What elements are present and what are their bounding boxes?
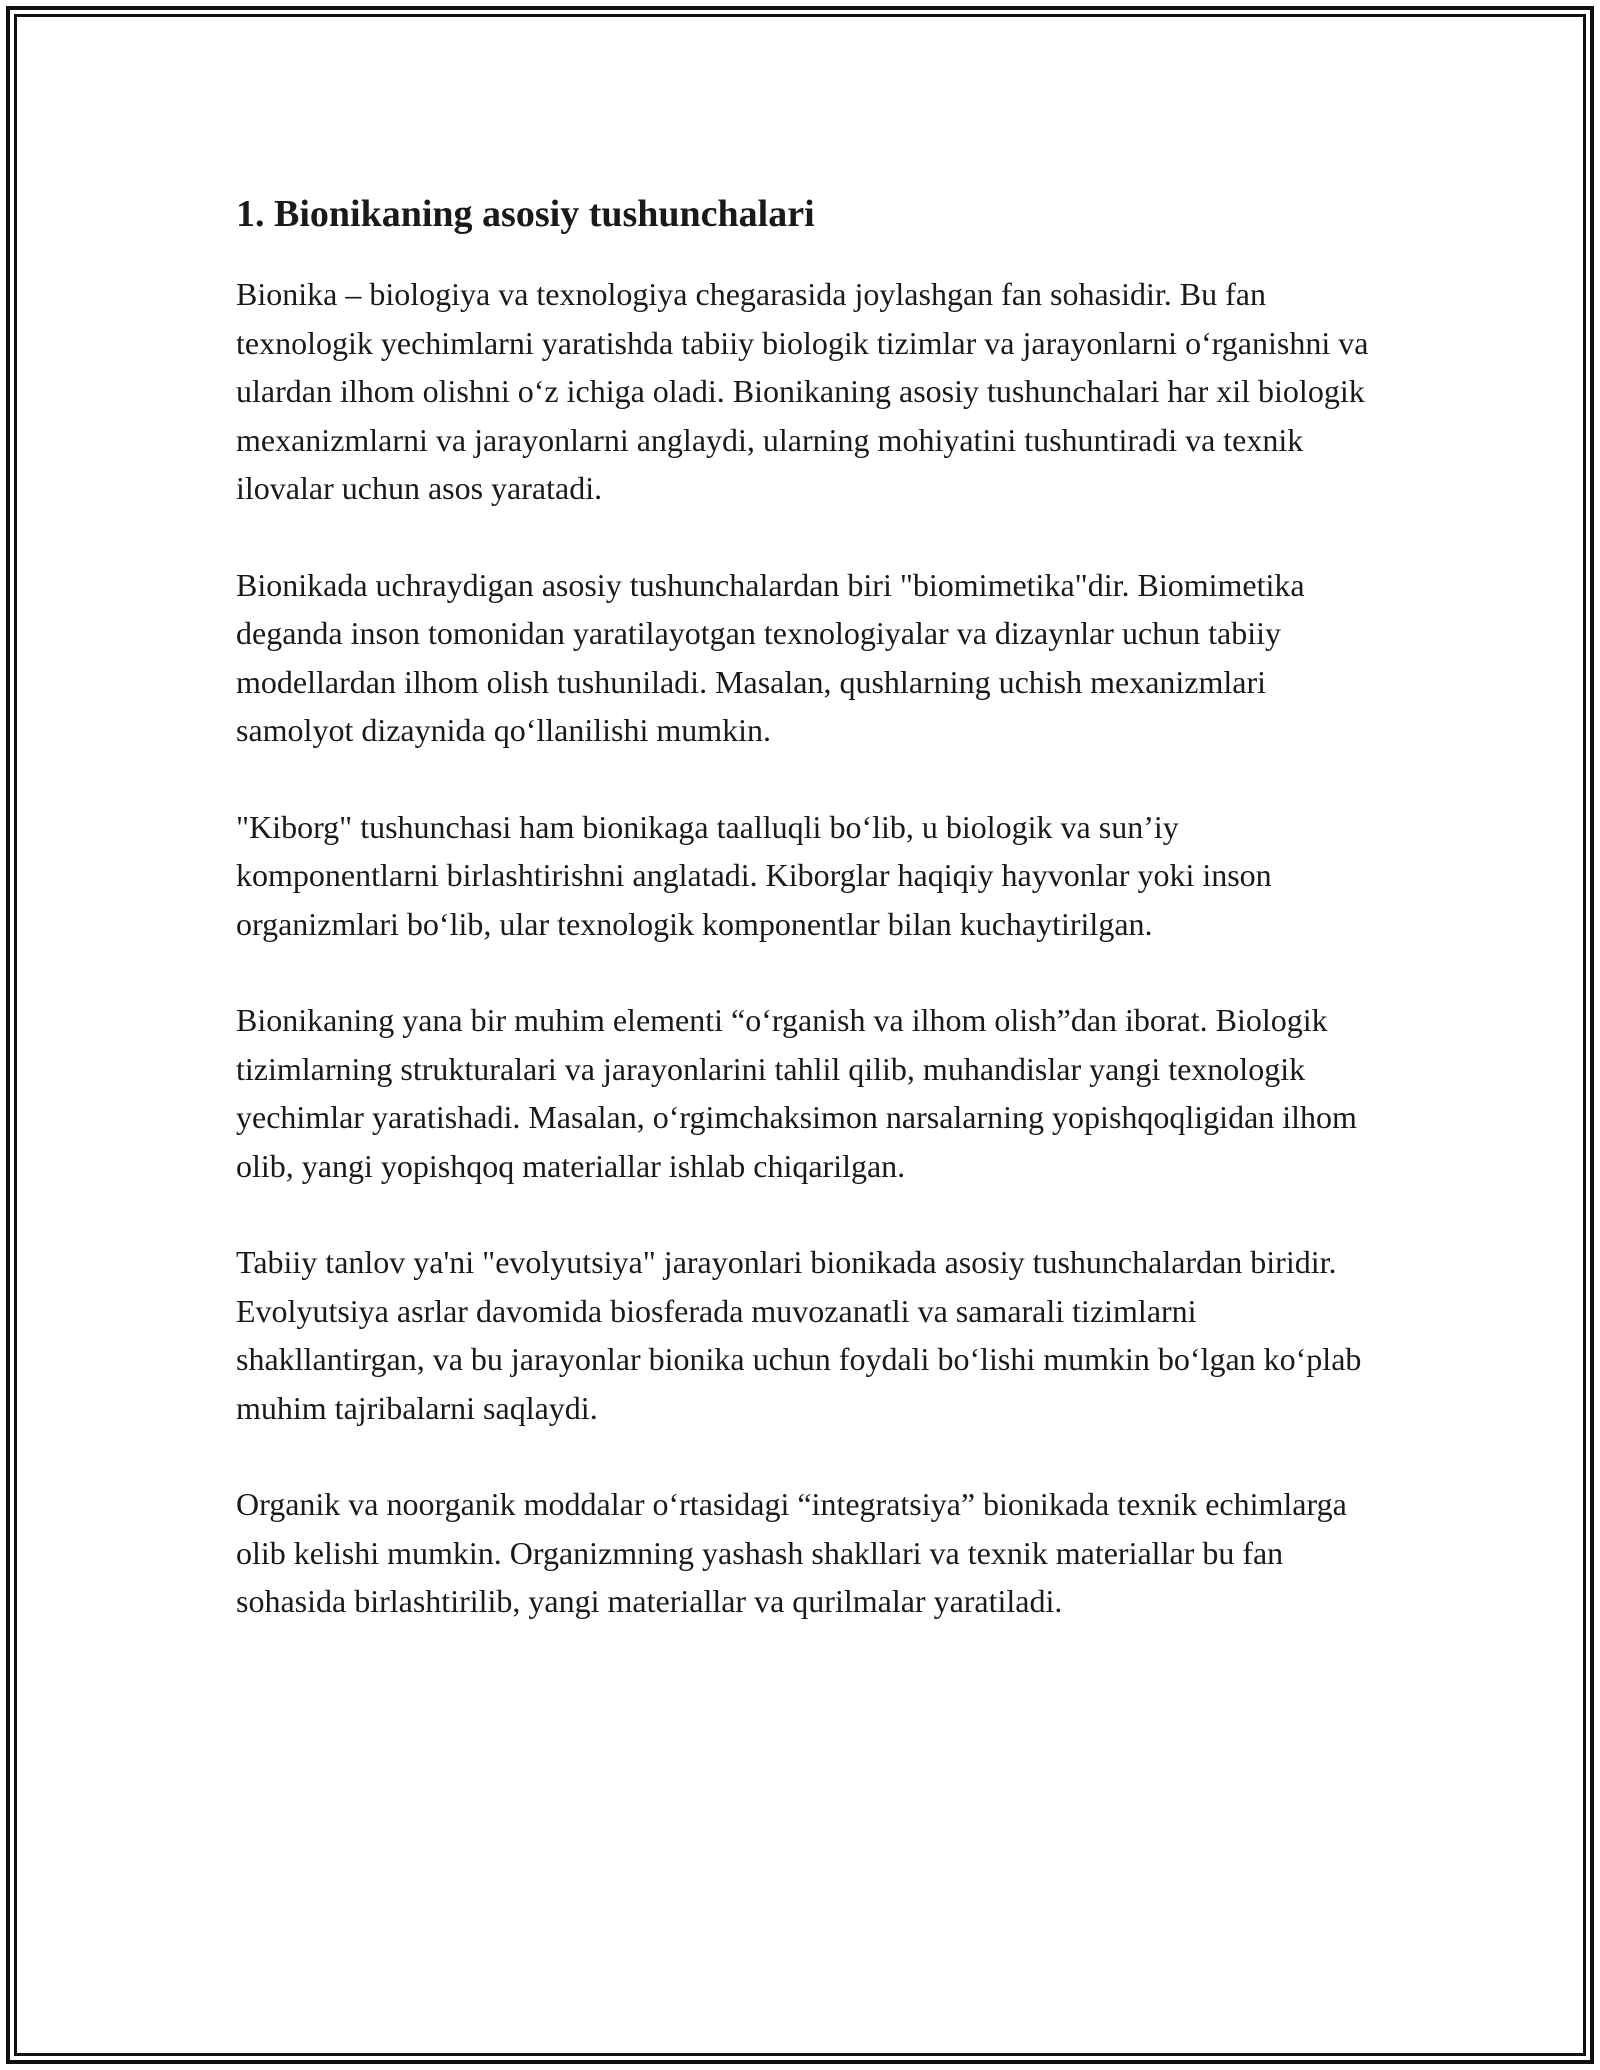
paragraph-biomimetika: Bionikada uchraydigan asosiy tushunchalardan biri "biomimetika"dir. Biomimetika deganda inson tomonidan yaratilayotgan texnologiyalar va dizaynlar uchun tabiiy modellardan ilhom olish tushuniladi. Masalan, qushlarning uchish mexanizmlari samolyot dizaynida qoʻllanilishi mumkin. [236,566,1305,748]
paragraph-organish-ilhom: Bionikaning yana bir muhim elementi “oʻrganish va ilhom olish”dan iborat. Biologik tizimlarning strukturalari va jarayonlarini tahlil qilib, muhandislar yangi texnologik yechimlar yaratishadi. Masalan, oʻrgimchaksimon narsalarning yopishqoqligidan ilhom olib, yangi yopishqoq materiallar ishlab chiqarilgan. [236,1002,1357,1184]
section-heading: 1. Bionikaning asosiy tushunchalari [236,193,815,235]
paragraph-integratsiya: Organik va noorganik moddalar oʻrtasidagi “integratsiya” bionikada texnik echimlarga olib kelishi mumkin. Organizmning yashash shakllari va texnik materiallar bu fan sohasida birlashtirilib, yangi materiallar va qurilmalar yaratiladi. [236,1486,1347,1619]
document-body [236,186,1376,1626]
paragraph-evolyutsiya: Tabiiy tanlov ya'ni "evolyutsiya" jarayonlari bionikada asosiy tushunchalardan biridir. Evolyutsiya asrlar davomida biosferada muvozanatli va samarali tizimlarni shakllantirgan, va bu jarayonlar bionika uchun foydali boʻlishi mumkin boʻlgan koʻplab muhim tajribalarni saqlaydi. [236,1244,1362,1426]
paragraph-bionika-definition: Bionika – biologiya va texnologiya chegarasida joylashgan fan sohasidir. Bu fan texnologik yechimlarni yaratishda tabiiy biologik tizimlar va jarayonlarni oʻrganishni va ulardan ilhom olishni oʻz ichiga oladi. Bionikaning asosiy tushunchalari har xil biologik mexanizmlarni va jarayonlarni anglaydi, ularning mohiyatini tushuntiradi va texnik ilovalar uchun asos yaratadi. [236,276,1369,506]
paragraph-kiborg: "Kiborg" tushunchasi ham bionikaga taalluqli boʻlib, u biologik va sun’iy komponentlarni birlashtirishni anglatadi. Kiborglar haqiqiy hayvonlar yoki inson organizmlari boʻlib, ular texnologik komponentlar bilan kuchaytirilgan. [236,808,1272,942]
